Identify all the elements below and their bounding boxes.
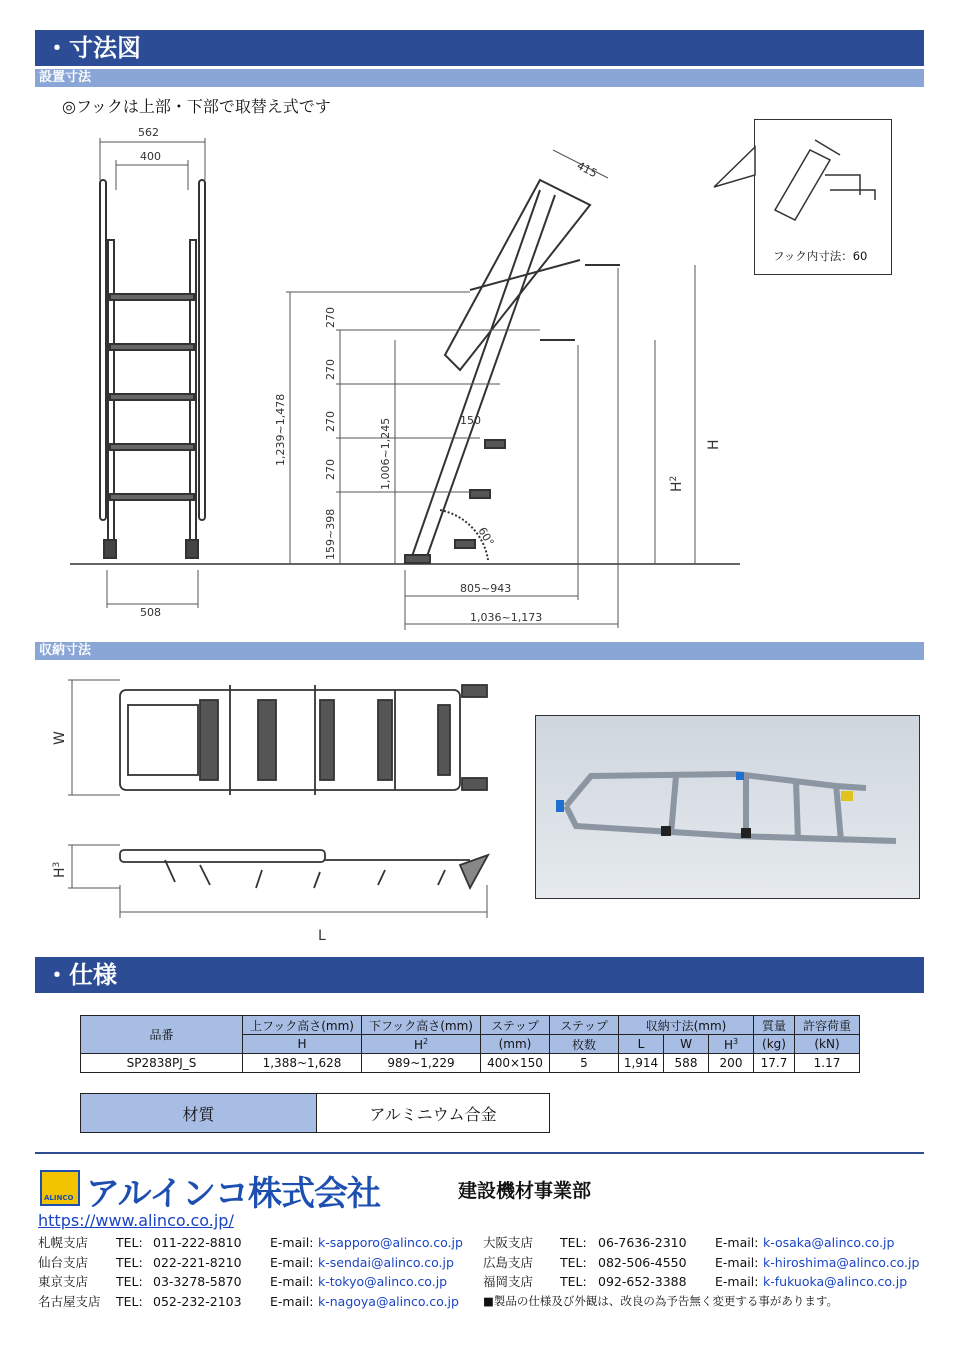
label-h: H xyxy=(706,439,722,450)
spec-change-notice: ■製品の仕様及び外観は、改良の為予告無く変更する事があります。 xyxy=(483,1293,838,1308)
branch-email-link[interactable]: k-tokyo@alinco.co.jp xyxy=(318,1274,448,1289)
branch-tel: 082-506-4550 xyxy=(598,1254,687,1270)
tel-label: TEL: xyxy=(116,1274,143,1289)
height-range-1-dim: 1,239~1,478 xyxy=(274,393,287,466)
footer-divider xyxy=(35,1152,924,1154)
company-url-link[interactable]: https://www.alinco.co.jp/ xyxy=(38,1211,234,1230)
th-step-sub: (mm) xyxy=(481,1035,550,1054)
branch-name: 広島支店 xyxy=(483,1254,534,1270)
table-row xyxy=(81,1054,860,1073)
th-mass-sub: (kg) xyxy=(754,1035,795,1054)
mail-label: E-mail: xyxy=(270,1235,314,1250)
spec-section-title: ・仕様 xyxy=(35,957,924,993)
th-mass: 質量 xyxy=(754,1016,795,1035)
branch-tel: 011-222-8810 xyxy=(153,1235,242,1250)
branch-email-link[interactable]: k-fukuoka@alinco.co.jp xyxy=(763,1274,908,1289)
side-ladder xyxy=(405,180,620,563)
mail-label: E-mail: xyxy=(270,1274,314,1289)
step-pitch-4-dim: 270 xyxy=(324,459,337,480)
cell-step: 400×150 xyxy=(481,1054,550,1073)
branch-tel: 052-232-2103 xyxy=(153,1293,242,1309)
mail-label: E-mail: xyxy=(715,1235,759,1250)
branch-name: 名古屋支店 xyxy=(38,1293,101,1309)
branch-name: 札幌支店 xyxy=(38,1235,89,1250)
branch-tel: 092-652-3388 xyxy=(598,1274,687,1289)
th-lower-hook-sub: $H^2$ xyxy=(362,1035,481,1054)
storage-drawing xyxy=(0,660,530,950)
material-label: 材質 xyxy=(81,1094,317,1132)
bottom-step-dim: 159~398 xyxy=(324,508,337,560)
storage-dimensions-subtitle: 収納寸法 xyxy=(35,642,924,660)
cell-model: SP2838PJ_S xyxy=(81,1054,243,1073)
base-range-2-dim: 1,036~1,173 xyxy=(470,611,543,624)
cell-w: 588 xyxy=(664,1054,709,1073)
cell-upper-hook: 1,388~1,628 xyxy=(243,1054,362,1073)
base-range-1-dim: 805~943 xyxy=(460,582,512,595)
branch-name: 大阪支店 xyxy=(483,1235,534,1250)
mail-label: E-mail: xyxy=(715,1274,759,1289)
th-l: L xyxy=(619,1035,664,1054)
cell-lower-hook: 989~1,229 xyxy=(362,1054,481,1073)
tel-label: TEL: xyxy=(116,1254,143,1270)
th-model: 品番 xyxy=(81,1016,243,1054)
th-load-sub: (kN) xyxy=(795,1035,860,1054)
tel-label: TEL: xyxy=(560,1274,587,1289)
alinco-logo-mark xyxy=(40,1170,80,1206)
folded-ladder-illustration xyxy=(536,716,919,898)
material-box xyxy=(80,1093,550,1133)
spec-table xyxy=(80,1015,860,1073)
th-w: W xyxy=(664,1035,709,1054)
front-top-outer-dim: 562 xyxy=(138,126,159,139)
dimensions-section-title: ・寸法図 xyxy=(35,30,924,66)
step-pitch-2-dim: 270 xyxy=(324,359,337,380)
th-step: ステップ xyxy=(481,1016,550,1035)
front-top-inner-dim: 400 xyxy=(140,150,161,163)
th-upper-hook-sub: H xyxy=(243,1035,362,1054)
th-step-count: ステップ xyxy=(550,1016,619,1035)
branch-email-link[interactable]: k-sapporo@alinco.co.jp xyxy=(318,1235,463,1250)
install-dimensions-subtitle: 設置寸法 xyxy=(35,69,924,87)
mail-label: E-mail: xyxy=(270,1293,314,1309)
cell-h3: 200 xyxy=(709,1054,754,1073)
hook-inner-dim: フック内寸法：60 xyxy=(773,249,868,263)
branch-tel: 022-221-8210 xyxy=(153,1254,242,1270)
mail-label: E-mail: xyxy=(715,1254,759,1270)
branch-email-link[interactable]: k-nagoya@alinco.co.jp xyxy=(318,1293,459,1309)
th-step-count-sub: 枚数 xyxy=(550,1035,619,1054)
tel-label: TEL: xyxy=(116,1293,143,1309)
cell-mass: 17.7 xyxy=(754,1054,795,1073)
branch-tel: 03-3278-5870 xyxy=(153,1274,242,1289)
tel-label: TEL: xyxy=(116,1235,143,1250)
branch-name: 東京支店 xyxy=(38,1274,89,1289)
step-pitch-1-dim: 270 xyxy=(324,307,337,328)
company-logo-text: アルインコ株式会社 xyxy=(86,1174,380,1214)
mail-label: E-mail: xyxy=(270,1254,314,1270)
cell-l: 1,914 xyxy=(619,1054,664,1073)
th-load: 許容荷重 xyxy=(795,1016,860,1035)
angle-dim: 60° xyxy=(475,525,497,549)
branch-name: 福岡支店 xyxy=(483,1274,534,1289)
step-pitch-3-dim: 270 xyxy=(324,411,337,432)
front-ladder xyxy=(100,180,205,558)
alinco-logo-small: ALINCO xyxy=(44,1194,74,1202)
spec-header-row xyxy=(81,1016,860,1035)
branch-email-link[interactable]: k-hiroshima@alinco.co.jp xyxy=(763,1254,920,1270)
hook-detail-drawing xyxy=(755,120,890,240)
cell-step-count: 5 xyxy=(550,1054,619,1073)
branch-email-link[interactable]: k-osaka@alinco.co.jp xyxy=(763,1235,895,1250)
tel-label: TEL: xyxy=(560,1254,587,1270)
callout-pointer xyxy=(712,145,756,191)
label-h2: $H^2$ xyxy=(669,475,685,492)
th-upper-hook: 上フック高さ(mm) xyxy=(243,1016,362,1035)
th-lower-hook: 下フック高さ(mm) xyxy=(362,1016,481,1035)
tel-label: TEL: xyxy=(560,1235,587,1250)
division-name: 建設機材事業部 xyxy=(458,1180,592,1202)
hook-detail-callout xyxy=(754,119,892,275)
storage-l-label: L xyxy=(318,928,326,944)
step-depth-dim: 150 xyxy=(460,414,481,427)
hook-note: ◎フックは上部・下部で取替え式です xyxy=(62,97,331,116)
height-range-2-dim: 1,006~1,245 xyxy=(379,417,392,490)
product-photo xyxy=(535,715,920,899)
storage-h3-label: $H^3$ xyxy=(52,861,68,878)
storage-side-view xyxy=(120,850,488,888)
front-bottom-dim: 508 xyxy=(140,606,161,619)
storage-top-view xyxy=(120,685,487,795)
th-storage: 収納寸法(mm) xyxy=(619,1016,754,1035)
material-value: アルミニウム合金 xyxy=(369,1104,497,1124)
th-h3: $H^3$ xyxy=(709,1035,754,1054)
branch-tel: 06-7636-2310 xyxy=(598,1235,687,1250)
cell-load: 1.17 xyxy=(795,1054,860,1073)
branch-email-link[interactable]: k-sendai@alinco.co.jp xyxy=(318,1254,454,1270)
branch-name: 仙台支店 xyxy=(38,1254,89,1270)
storage-w-label: W xyxy=(52,731,68,745)
side-top-dim: 415 xyxy=(574,159,600,181)
